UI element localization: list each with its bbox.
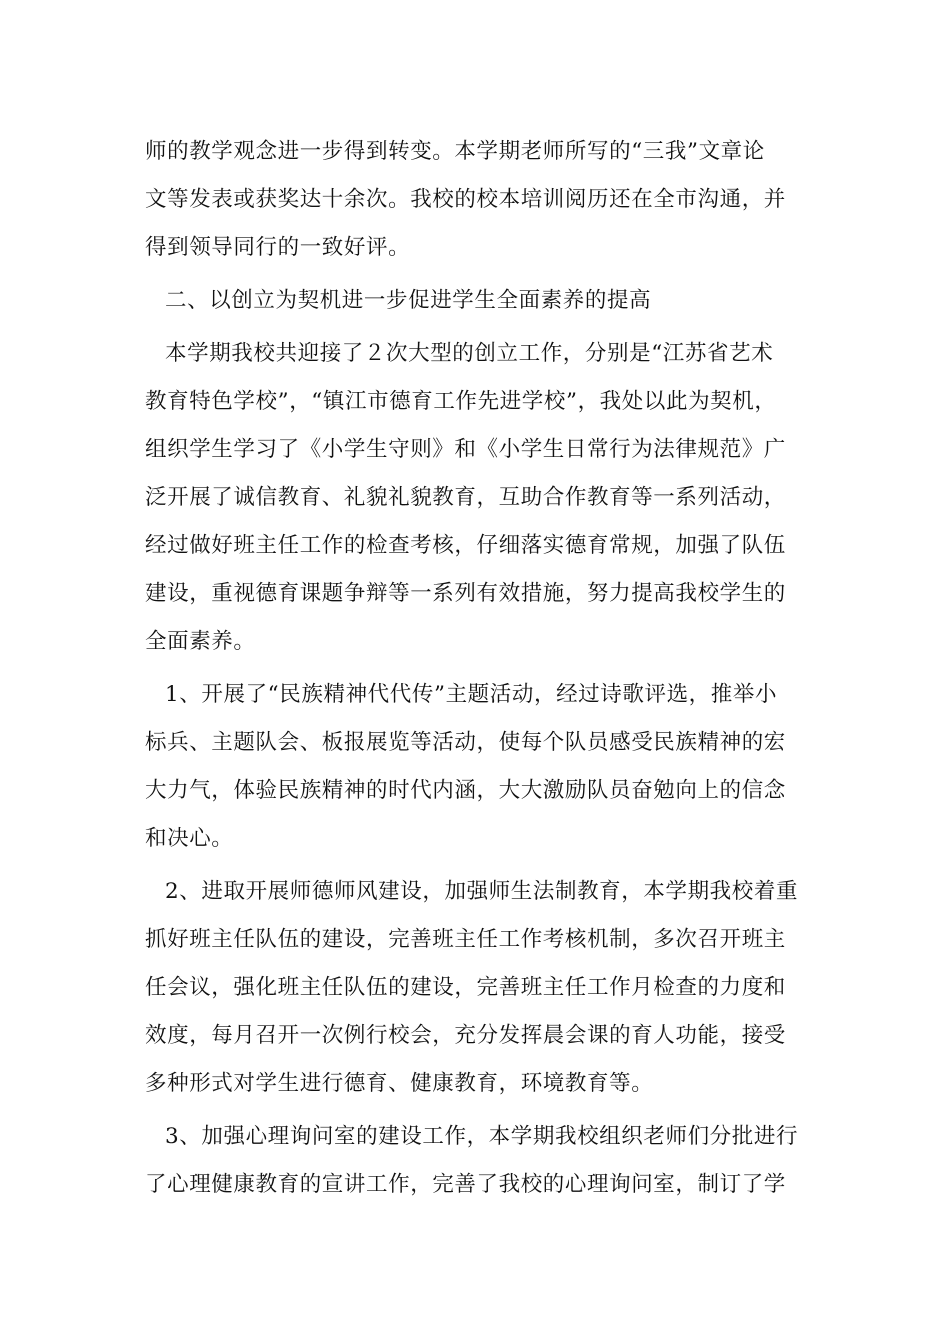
section-heading-two [145, 277, 825, 325]
document-body [145, 128, 825, 1209]
paragraph-item-2 [145, 868, 825, 1108]
text-line: 多种形式对学生进行德育、健康教育，环境教育等。 [145, 1071, 654, 1096]
text-line: 全面素养。 [145, 629, 256, 654]
heading-line: 二、以创立为契机进一步促进学生全面素养的提高 [165, 288, 652, 313]
paragraph-item-1 [145, 671, 825, 863]
paragraph-creation-work [145, 330, 825, 666]
text-line: 大力气，体验民族精神的时代内涵，大大激励队员奋勉向上的信念 [145, 778, 786, 803]
text-line: 3、加强心理询问室的建设工作，本学期我校组织老师们分批进行 [165, 1124, 799, 1149]
text-line: 和决心。 [145, 826, 234, 851]
text-line: 效度，每月召开一次例行校会，充分发挥晨会课的育人功能，接受 [145, 1023, 786, 1048]
text-line: 泛开展了诚信教育、礼貌礼貌教育，互助合作教育等一系列活动， [145, 485, 786, 510]
paragraph-teaching-concept [145, 128, 825, 272]
text-line: 2、进取开展师德师风建设，加强师生法制教育，本学期我校着重 [165, 879, 799, 904]
text-line: 经过做好班主任工作的检查考核，仔细落实德育常规，加强了队伍 [145, 533, 786, 558]
text-line: 建设，重视德育课题争辩等一系列有效措施，努力提高我校学生的 [145, 581, 786, 606]
text-line: 了心理健康教育的宣讲工作，完善了我校的心理询问室，制订了学 [145, 1172, 786, 1197]
text-line: 师的教学观念进一步得到转变。本学期老师所写的“三我”文章论 [145, 139, 765, 164]
text-line: 任会议，强化班主任队伍的建设，完善班主任工作月检查的力度和 [145, 975, 786, 1000]
text-line: 抓好班主任队伍的建设，完善班主任工作考核机制，多次召开班主 [145, 927, 786, 952]
text-line: 1、开展了“民族精神代代传”主题活动，经过诗歌评选，推举小 [165, 682, 778, 707]
text-line: 标兵、主题队会、板报展览等活动，使每个队员感受民族精神的宏 [145, 730, 786, 755]
paragraph-item-3 [145, 1113, 825, 1209]
text-line: 组织学生学习了《小学生守则》和《小学生日常行为法律规范》广 [145, 437, 786, 462]
text-line: 教育特色学校”，“镇江市德育工作先进学校”，我处以此为契机， [145, 389, 777, 414]
text-line: 本学期我校共迎接了２次大型的创立工作，分别是“江苏省艺术 [165, 341, 774, 366]
text-line: 得到领导同行的一致好评。 [145, 235, 411, 260]
text-line: 文等发表或获奖达十余次。我校的校本培训阅历还在全市沟通，并 [145, 187, 786, 212]
